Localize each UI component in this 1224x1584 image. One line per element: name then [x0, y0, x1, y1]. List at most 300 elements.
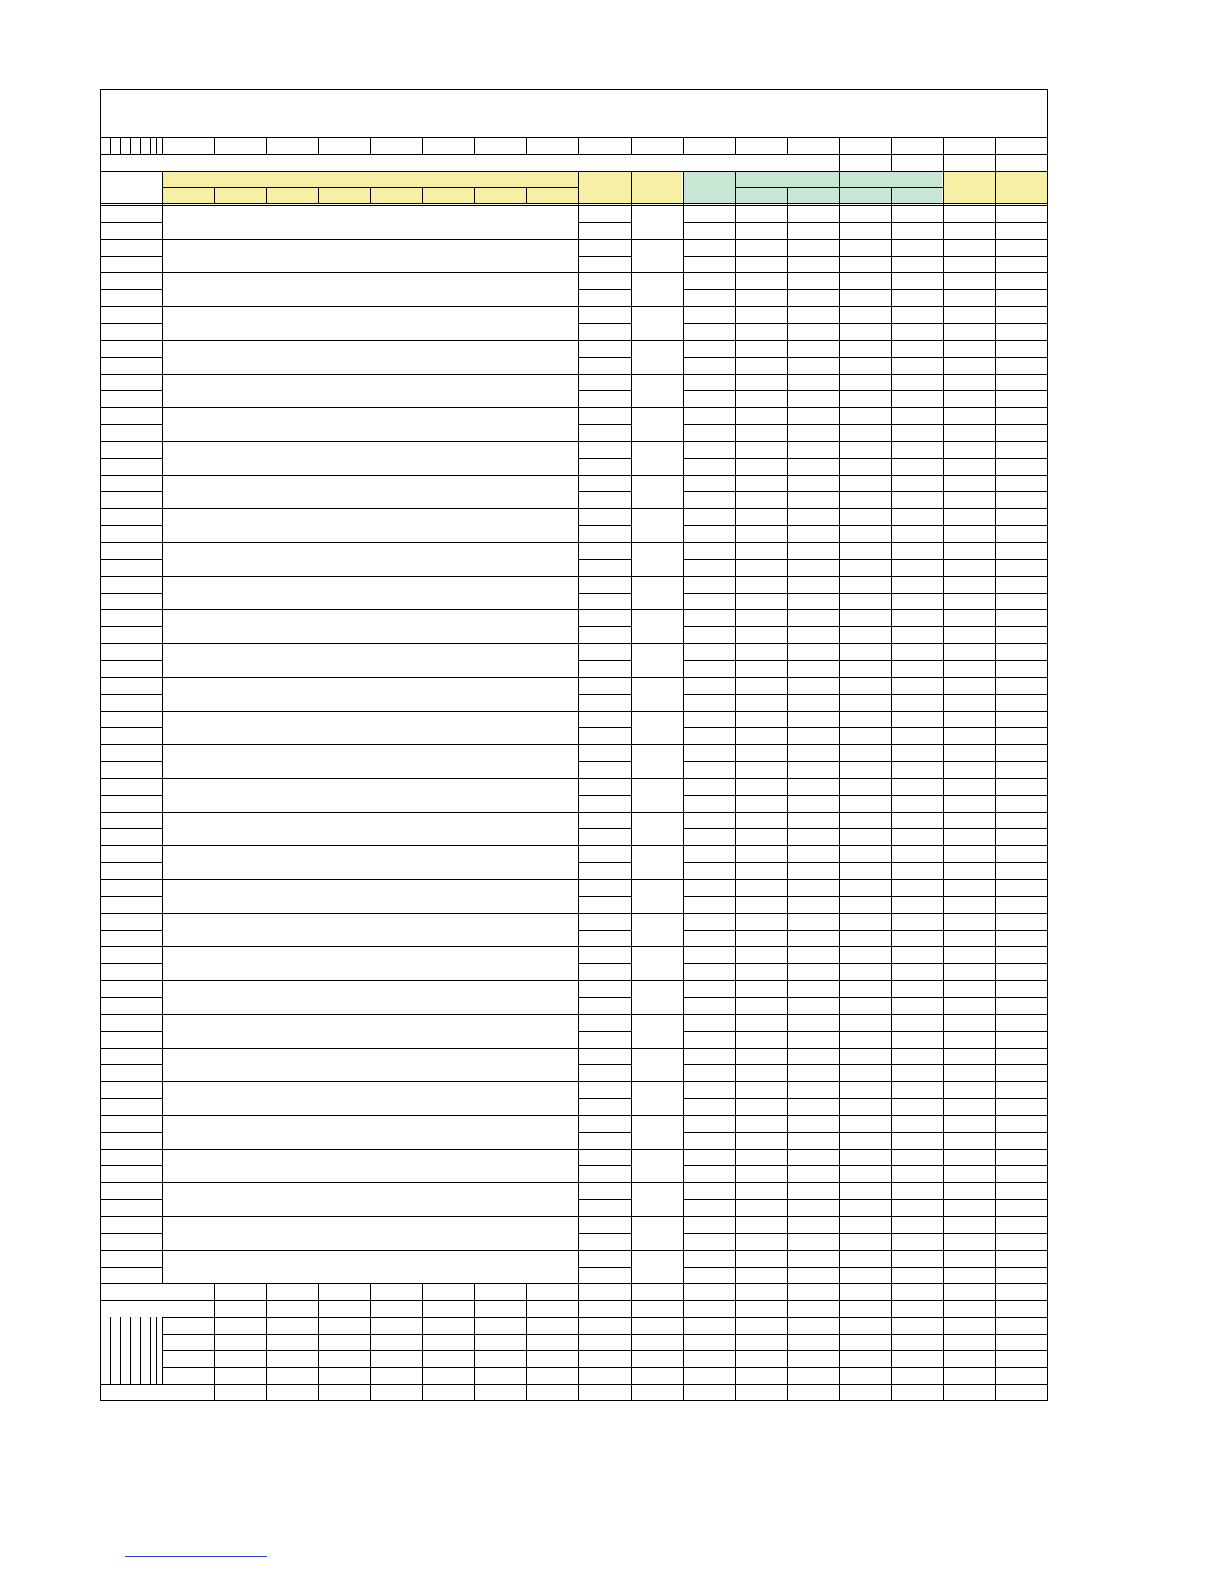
summary-column-line	[266, 1283, 267, 1401]
row-line	[683, 930, 1048, 931]
row-line	[579, 559, 631, 560]
group-line	[631, 1115, 683, 1116]
tick-box-line	[120, 137, 121, 155]
header-line	[100, 154, 1048, 155]
group-line-merged	[162, 542, 579, 543]
form-title-area	[100, 89, 1047, 137]
summary-tick-line	[130, 1317, 131, 1385]
group-line-merged	[162, 1115, 579, 1116]
row-line-left	[100, 930, 162, 931]
group-line	[631, 306, 683, 307]
row-line	[579, 508, 631, 509]
row-line	[683, 323, 1048, 324]
row-line	[683, 626, 1048, 627]
header-column-line	[370, 137, 371, 155]
header-column-line	[683, 171, 684, 204]
row-line-left	[100, 795, 162, 796]
summary-column-line	[162, 1317, 163, 1385]
header-column-line	[214, 137, 215, 155]
row-line	[579, 205, 631, 206]
row-line-left	[100, 458, 162, 459]
group-line-merged	[162, 711, 579, 712]
header-column-line	[631, 137, 632, 155]
tick-box-line	[130, 137, 131, 155]
row-line	[683, 508, 1048, 509]
row-line	[683, 761, 1048, 762]
group-line	[631, 239, 683, 240]
group-line	[631, 1182, 683, 1183]
row-line	[683, 1199, 1048, 1200]
data-column-line	[735, 203, 736, 1284]
row-line	[683, 1081, 1048, 1082]
row-line-left	[100, 323, 162, 324]
row-line	[579, 1132, 631, 1133]
row-line	[579, 963, 631, 964]
row-line	[683, 390, 1048, 391]
row-line	[579, 1216, 631, 1217]
summary-column-line	[735, 1283, 736, 1401]
group-line	[631, 879, 683, 880]
row-line	[579, 576, 631, 577]
row-line-left	[100, 694, 162, 695]
row-line-left	[100, 1149, 162, 1150]
row-line	[683, 1165, 1048, 1166]
group-line-merged	[162, 609, 579, 610]
row-line	[579, 407, 631, 408]
row-line-left	[100, 576, 162, 577]
row-line	[579, 272, 631, 273]
header-subcolumn-line	[422, 187, 423, 204]
row-line-left	[100, 272, 162, 273]
row-line	[579, 609, 631, 610]
row-line-left	[100, 306, 162, 307]
row-line	[579, 1098, 631, 1099]
row-line	[683, 862, 1048, 863]
row-line-left	[100, 205, 162, 206]
row-line	[683, 727, 1048, 728]
row-line-left	[100, 340, 162, 341]
group-line-merged	[162, 812, 579, 813]
data-column-line	[631, 203, 632, 1284]
summary-column-line	[422, 1283, 423, 1401]
row-line-left	[100, 407, 162, 408]
header-column-line	[891, 137, 892, 155]
row-line-left	[100, 1081, 162, 1082]
group-line	[631, 475, 683, 476]
row-line-left	[100, 660, 162, 661]
header-column-line	[683, 137, 684, 155]
group-line-merged	[162, 1014, 579, 1015]
group-line	[631, 778, 683, 779]
data-column-line	[162, 203, 163, 1284]
summary-column-line	[839, 1283, 840, 1401]
row-line	[683, 222, 1048, 223]
row-line	[579, 1081, 631, 1082]
row-line-left	[100, 491, 162, 492]
group-line-merged	[162, 980, 579, 981]
row-line-left	[100, 424, 162, 425]
row-line-left	[100, 1031, 162, 1032]
row-line-left	[100, 374, 162, 375]
row-line	[683, 576, 1048, 577]
row-line	[683, 256, 1048, 257]
summary-column-line	[474, 1283, 475, 1401]
row-line-left	[100, 441, 162, 442]
group-line-merged	[162, 879, 579, 880]
row-line	[579, 1182, 631, 1183]
row-line-left	[100, 525, 162, 526]
data-column-line	[578, 203, 579, 1284]
row-line	[579, 660, 631, 661]
summary-tick-line	[156, 1317, 157, 1385]
row-line	[683, 441, 1048, 442]
row-line	[579, 1115, 631, 1116]
row-line	[579, 491, 631, 492]
summary-row-line	[162, 1367, 1048, 1368]
group-line-merged	[162, 576, 579, 577]
group-line	[631, 272, 683, 273]
row-line	[683, 357, 1048, 358]
group-line-merged	[162, 441, 579, 442]
group-line	[631, 711, 683, 712]
summary-row-line	[100, 1384, 1048, 1385]
row-line	[579, 1031, 631, 1032]
group-line	[631, 1250, 683, 1251]
row-line	[683, 879, 1048, 880]
row-line	[683, 1031, 1048, 1032]
summary-column-line	[631, 1283, 632, 1401]
row-line-left	[100, 1064, 162, 1065]
summary-column-line	[370, 1283, 371, 1401]
row-line	[579, 1233, 631, 1234]
row-line	[683, 1132, 1048, 1133]
row-line	[683, 643, 1048, 644]
row-line	[683, 374, 1048, 375]
row-line	[683, 239, 1048, 240]
group-line-merged	[162, 946, 579, 947]
tick-box-line	[150, 137, 151, 155]
row-line-left	[100, 1098, 162, 1099]
group-line	[631, 1216, 683, 1217]
group-line	[631, 340, 683, 341]
row-line-left	[100, 727, 162, 728]
row-line	[683, 1267, 1048, 1268]
summary-column-line	[214, 1283, 215, 1401]
row-line	[683, 677, 1048, 678]
group-line	[631, 677, 683, 678]
row-line-left	[100, 289, 162, 290]
summary-row-line	[162, 1334, 1048, 1335]
row-line	[683, 475, 1048, 476]
group-line-merged	[162, 1250, 579, 1251]
header-column-line	[631, 171, 632, 204]
data-column-line	[683, 203, 684, 1284]
row-line	[579, 374, 631, 375]
summary-row-line	[100, 1283, 1048, 1284]
header-column-line	[1047, 137, 1048, 155]
row-line	[683, 491, 1048, 492]
row-line	[579, 711, 631, 712]
header-column-line	[735, 171, 736, 204]
header-subcolumn-line	[526, 187, 527, 204]
row-line	[579, 1064, 631, 1065]
row-line-left	[100, 1048, 162, 1049]
row-line	[683, 711, 1048, 712]
group-line-merged	[162, 508, 579, 509]
row-line-left	[100, 626, 162, 627]
row-line	[579, 1250, 631, 1251]
group-line	[631, 542, 683, 543]
row-line	[683, 744, 1048, 745]
row-line	[579, 778, 631, 779]
data-column-line	[839, 203, 840, 1284]
row-line-left	[100, 879, 162, 880]
row-line	[579, 593, 631, 594]
header-column-line	[735, 137, 736, 155]
frame-top	[100, 89, 1048, 90]
header-column-line	[943, 171, 944, 204]
header-column-line	[943, 137, 944, 155]
row-line	[579, 795, 631, 796]
row-line-left	[100, 593, 162, 594]
row-line-left	[100, 980, 162, 981]
group-line-merged	[162, 1048, 579, 1049]
group-line	[631, 913, 683, 914]
group-line-merged	[162, 374, 579, 375]
row-line	[579, 222, 631, 223]
header-line	[100, 203, 1048, 204]
row-line-left	[100, 677, 162, 678]
summary-column-line	[943, 1283, 944, 1401]
header-column-line	[995, 154, 996, 172]
row-line	[579, 896, 631, 897]
row-line-left	[100, 862, 162, 863]
row-line	[579, 306, 631, 307]
row-line-left	[100, 845, 162, 846]
row-line	[579, 828, 631, 829]
group-line-merged	[162, 407, 579, 408]
row-line	[683, 340, 1048, 341]
header-subcolumn-line	[787, 187, 788, 204]
row-line	[683, 458, 1048, 459]
row-line	[683, 1048, 1048, 1049]
row-line	[579, 997, 631, 998]
frame-right	[1047, 89, 1048, 1401]
row-line	[683, 424, 1048, 425]
group-line-merged	[162, 1149, 579, 1150]
row-line	[683, 778, 1048, 779]
row-line-left	[100, 963, 162, 964]
row-line-left	[100, 1267, 162, 1268]
row-line-left	[100, 542, 162, 543]
group-line-merged	[162, 340, 579, 341]
row-line-left	[100, 744, 162, 745]
header-line	[100, 171, 1048, 172]
header-column-line	[943, 154, 944, 172]
row-line	[579, 323, 631, 324]
group-line	[631, 508, 683, 509]
data-column-line	[995, 203, 996, 1284]
row-line-left	[100, 643, 162, 644]
row-line	[683, 593, 1048, 594]
row-line-left	[100, 896, 162, 897]
group-line-merged	[162, 744, 579, 745]
group-line-merged	[162, 913, 579, 914]
row-line-left	[100, 913, 162, 914]
footer-link-underline[interactable]	[125, 1556, 267, 1557]
row-line	[683, 896, 1048, 897]
row-line-left	[100, 1182, 162, 1183]
row-line	[683, 609, 1048, 610]
group-line	[631, 407, 683, 408]
row-line	[579, 340, 631, 341]
group-line	[631, 643, 683, 644]
summary-tick-line	[110, 1317, 111, 1385]
group-line-merged	[162, 306, 579, 307]
header-line	[100, 137, 1048, 138]
summary-column-line	[318, 1283, 319, 1401]
summary-row-line	[162, 1350, 1048, 1351]
row-line	[579, 727, 631, 728]
row-line-left	[100, 508, 162, 509]
row-line	[579, 357, 631, 358]
row-line	[683, 828, 1048, 829]
row-line-left	[100, 828, 162, 829]
row-line	[579, 441, 631, 442]
row-line-left	[100, 812, 162, 813]
group-line-merged	[162, 1216, 579, 1217]
row-line-left	[100, 761, 162, 762]
header-subcolumn-line	[318, 187, 319, 204]
row-line-left	[100, 1014, 162, 1015]
tick-box-line	[140, 137, 141, 155]
summary-row-line	[100, 1300, 1048, 1301]
header-column-line	[891, 154, 892, 172]
row-line	[683, 1064, 1048, 1065]
row-line-left	[100, 609, 162, 610]
summary-column-line	[526, 1283, 527, 1401]
row-line	[683, 1098, 1048, 1099]
header-subcolumn-line	[891, 187, 892, 204]
summary-column-line	[995, 1283, 996, 1401]
header-column-line	[839, 137, 840, 155]
row-line	[683, 1216, 1048, 1217]
header-column-line	[839, 171, 840, 204]
row-line	[579, 761, 631, 762]
row-line	[683, 289, 1048, 290]
group-line	[631, 205, 683, 206]
header-column-line	[266, 137, 267, 155]
row-line	[579, 239, 631, 240]
row-line	[579, 424, 631, 425]
row-line	[579, 542, 631, 543]
group-line	[631, 980, 683, 981]
group-line	[631, 374, 683, 375]
header-column-line	[318, 137, 319, 155]
group-line	[631, 812, 683, 813]
row-line	[579, 643, 631, 644]
header-column-line	[578, 171, 579, 204]
row-line-left	[100, 1115, 162, 1116]
header-column-line	[474, 137, 475, 155]
row-line	[683, 812, 1048, 813]
group-line	[631, 1048, 683, 1049]
summary-tick-line	[150, 1317, 151, 1385]
row-line	[579, 862, 631, 863]
summary-column-line	[787, 1283, 788, 1401]
header-subcolumn-line	[214, 187, 215, 204]
group-line-merged	[162, 475, 579, 476]
header-column-line	[787, 137, 788, 155]
row-line	[683, 795, 1048, 796]
row-line-left	[100, 559, 162, 560]
group-line-merged	[162, 643, 579, 644]
header-column-line	[578, 137, 579, 155]
row-line	[579, 458, 631, 459]
row-line	[579, 626, 631, 627]
group-line	[631, 441, 683, 442]
row-line-left	[100, 1165, 162, 1166]
row-line	[579, 1165, 631, 1166]
group-line	[631, 1081, 683, 1082]
row-line	[683, 946, 1048, 947]
row-line-left	[100, 1233, 162, 1234]
row-line-left	[100, 946, 162, 947]
row-line-left	[100, 1132, 162, 1133]
header-subcolumn-line	[370, 187, 371, 204]
row-line-left	[100, 475, 162, 476]
row-line	[683, 694, 1048, 695]
row-line	[683, 542, 1048, 543]
row-line	[683, 205, 1048, 206]
row-line-left	[100, 711, 162, 712]
summary-column-line	[683, 1283, 684, 1401]
row-line	[683, 1233, 1048, 1234]
row-line	[683, 1014, 1048, 1015]
row-line	[683, 1149, 1048, 1150]
header-subcolumn-line	[266, 187, 267, 204]
row-line	[579, 913, 631, 914]
group-line	[631, 1014, 683, 1015]
header-column-line	[422, 137, 423, 155]
row-line	[579, 946, 631, 947]
row-line	[683, 407, 1048, 408]
data-column-line	[787, 203, 788, 1284]
group-line	[631, 1149, 683, 1150]
row-line	[579, 930, 631, 931]
row-line	[579, 289, 631, 290]
group-line	[631, 744, 683, 745]
row-line-left	[100, 239, 162, 240]
summary-tick-line	[120, 1317, 121, 1385]
data-column-line	[891, 203, 892, 1284]
row-line-left	[100, 1250, 162, 1251]
row-line	[579, 845, 631, 846]
row-line	[579, 694, 631, 695]
row-line	[683, 913, 1048, 914]
group-line-merged	[162, 677, 579, 678]
summary-tick-line	[140, 1317, 141, 1385]
group-line	[631, 609, 683, 610]
row-line	[579, 1014, 631, 1015]
row-line	[579, 1048, 631, 1049]
group-line	[631, 845, 683, 846]
summary-column-line	[891, 1283, 892, 1401]
row-line	[579, 1149, 631, 1150]
row-line	[579, 1267, 631, 1268]
group-line-merged	[162, 845, 579, 846]
row-line-left	[100, 778, 162, 779]
